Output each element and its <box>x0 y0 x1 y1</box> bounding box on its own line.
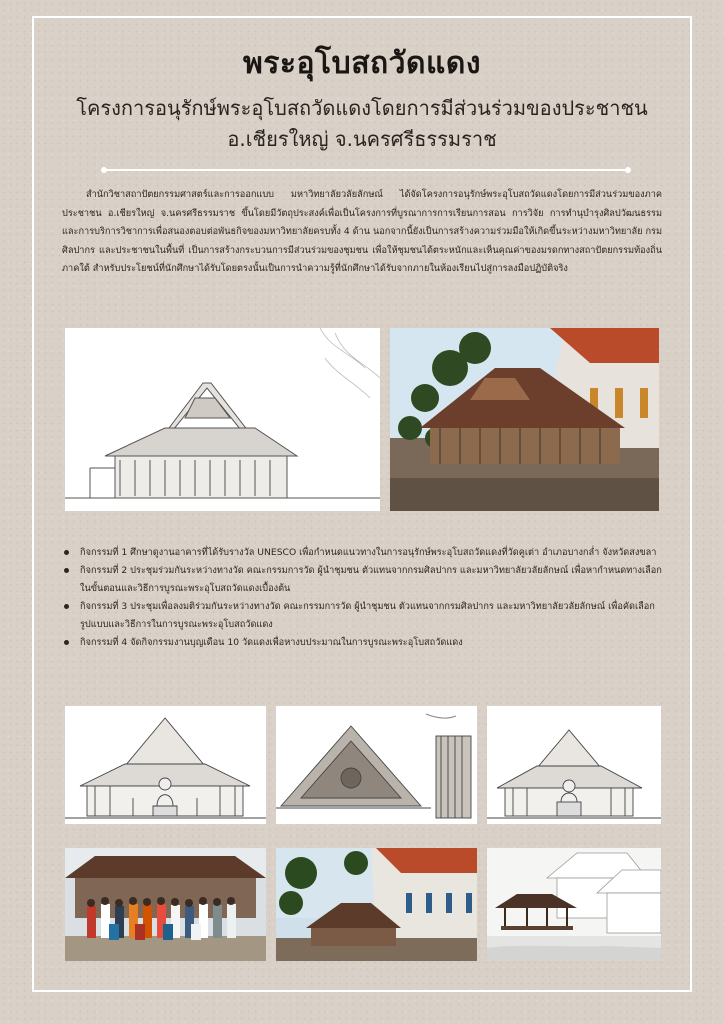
activity-item: กิจกรรมที่ 4 จัดกิจกรรมงานบุญเดือน 10 วัดแดงเพื่อหางบประมาณในการบูรณะพระอุโบสถวัดแดง <box>62 634 664 652</box>
intro-paragraph: สำนักวิชาสถาปัตยกรรมศาสตร์และการออกแบบ มหาวิทยาลัยวลัยลักษณ์ ได้จัดโครงการอนุรักษ์พระอุโบสถวัดแดงโดยการมีส่วนร่วมของภาคประชาชน อ.เชียรใหญ่ จ.นครศรีธรรมราช ขึ้นโดยมีวัตถุประสงค์เพื่อเป็นโครงการที่บูรณาการการเรียนการสอน การวิจัย การทำนุบำรุงศิลปวัฒนธรรม และการบริการวิชาการเพื่อสนองตอบต่อพันธกิจของมหาวิทยาลัยครบทั้ง 4 ด้าน นอกจากนี้ยังเป็นการสร้างความร่วมมือให้เกิดขึ้นระหว่างมหาวิทยาลัย กรมศิลปากร และประชาชนในพื้นที่ เป็นการสร้างกระบวนการมีส่วนร่วมของชุมชน เพื่อให้ชุมชนได้ตระหนักและเห็นคุณค่าของมรดกทางสถาปัตยกรรมท้องถิ่นภาคใต้ สำหรับประโยชน์ที่นักศึกษาได้รับโดยตรงนั้นเป็นการนำความรู้ที่นักศึกษาได้รับจากภายในห้องเรียนไปสู่การลงมือปฏิบัติจริง <box>62 189 662 275</box>
activity-item: กิจกรรมที่ 1 ศึกษาดูงานอาคารที่ได้รับรางวัล UNESCO เพื่อกำหนดแนวทางในการอนุรักษ์พระอุโบสถวัดแดงที่วัดคูเต่า อำเภอบางกล่ำ จังหวัดสงขลา <box>62 544 664 562</box>
temple-sketch-image <box>65 328 380 511</box>
gable-detail-drawing <box>276 706 477 824</box>
title-divider <box>104 169 628 171</box>
pavilion-render-image <box>487 848 661 961</box>
divider-dot <box>101 167 107 173</box>
group-photo <box>65 848 266 961</box>
page-subtitle <box>0 93 724 155</box>
activity-list <box>62 544 664 652</box>
temple-photo <box>390 328 659 511</box>
interior-elevation-drawing <box>487 706 661 824</box>
activity-item: กิจกรรมที่ 3 ประชุมเพื่อลงมติร่วมกันระหว่างทางวัด คณะกรรมการวัด ผู้นำชุมชน ตัวแทนจากกรมศิลปากร และมหาวิทยาลัยวลัยลักษณ์ เพื่อคัดเลือกรูปแบบและวิธีการในการบูรณะพระอุโบสถวัดแดง <box>62 598 664 634</box>
activity-item: กิจกรรมที่ 2 ประชุมร่วมกันระหว่างทางวัด คณะกรรมการวัด ผู้นำชุมชน ตัวแทนจากกรมศิลปากร และมหาวิทยาลัยวลัยลักษณ์ เพื่อหากำหนดทางเลือกในขั้นตอนและวิธีการบูรณะพระอุโบสถวัดแดงเบื้องต้น <box>62 562 664 598</box>
subtitle-line-1: โครงการอนุรักษ์พระอุโบสถวัดแดงโดยการมีส่วนร่วมของประชาชน <box>76 96 648 120</box>
page-title: พระอุโบสถวัดแดง <box>243 46 481 81</box>
temple-ordination-hall-photo <box>276 848 477 961</box>
divider-dot <box>625 167 631 173</box>
front-section-drawing <box>65 706 266 824</box>
subtitle-line-2: อ.เชียรใหญ่ จ.นครศรีธรรมราช <box>227 127 497 151</box>
